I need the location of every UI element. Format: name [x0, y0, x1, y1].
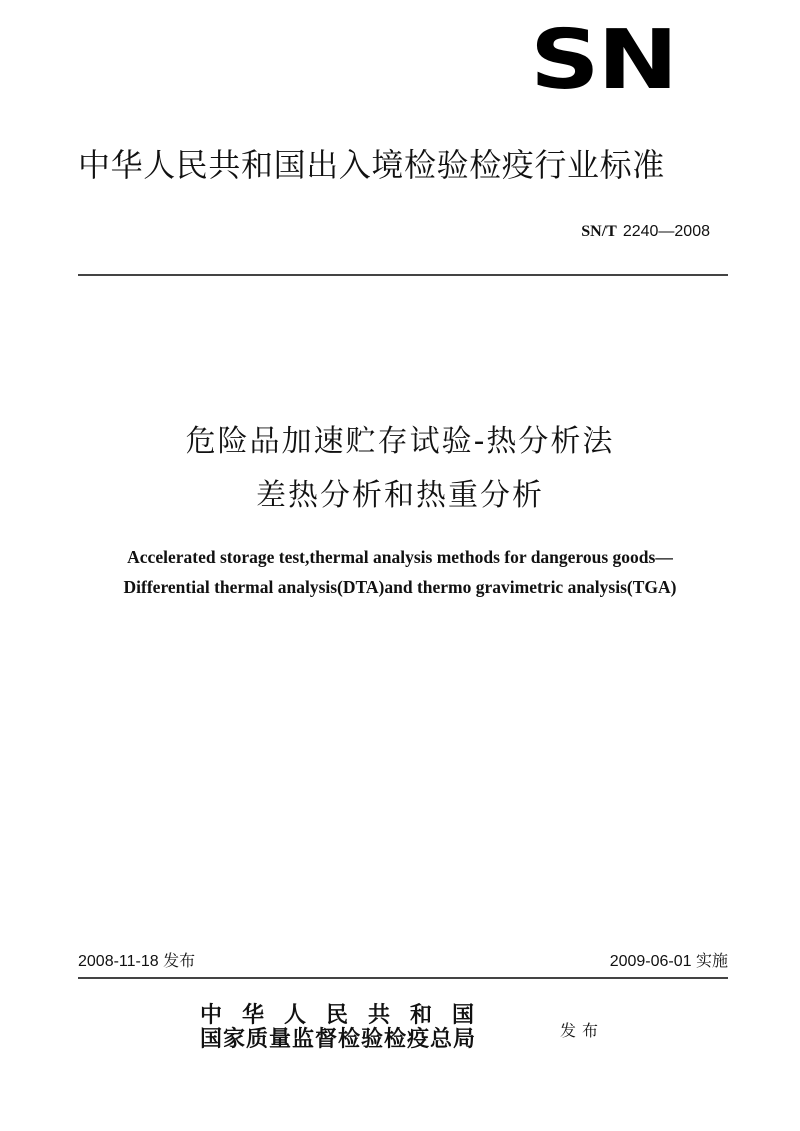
- publisher-block: [200, 1003, 494, 1051]
- effective-date: 2009-06-01 实施: [609, 953, 728, 970]
- standard-code-number: 2240—2008: [622, 223, 710, 240]
- publisher-line2: 国家质量监督检验检疫总局: [200, 1026, 477, 1052]
- standard-code-prefix: SN/T: [581, 223, 617, 240]
- title-zh-line1: 危险品加速贮存试验-热分析法: [185, 424, 615, 459]
- top-divider: [78, 274, 728, 276]
- title-en-line2: Differential thermal analysis(DTA)and thermo gravimetric analysis(TGA): [123, 577, 677, 597]
- bottom-divider: [78, 977, 728, 979]
- publisher-line1: 中华人民共和国: [200, 1002, 495, 1028]
- title-zh-line2: 差热分析和热重分析: [256, 478, 544, 513]
- title-en-line1: Accelerated storage test,thermal analysis methods for dangerous goods—: [127, 547, 673, 567]
- publisher-label: 发布: [560, 1021, 605, 1040]
- standard-code: [581, 220, 710, 244]
- standard-category: 中华人民共和国出入境检验检疫行业标准: [78, 146, 665, 184]
- sn-logo: SN: [530, 13, 676, 108]
- issue-date: 2008-11-18 发布: [78, 953, 196, 970]
